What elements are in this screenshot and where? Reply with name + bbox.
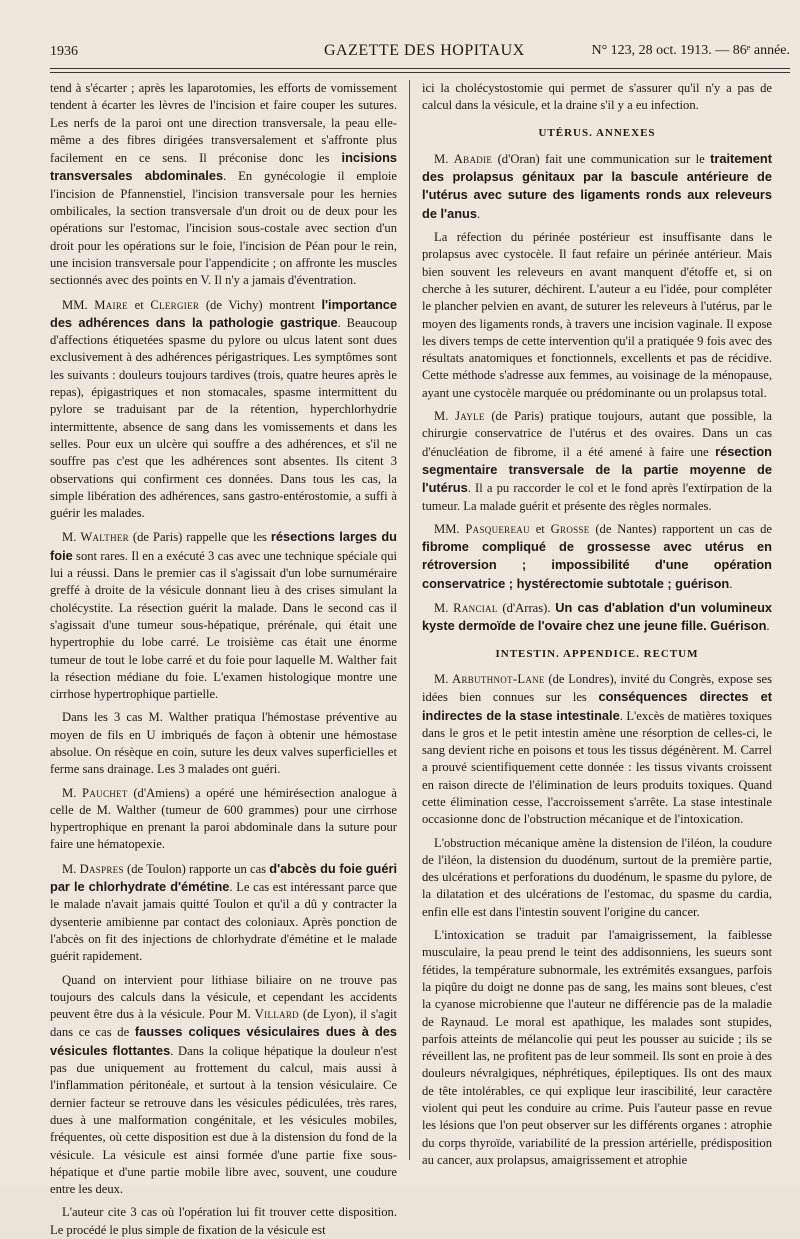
text-run: M. — [62, 530, 81, 545]
paragraph — [422, 229, 772, 402]
text-run: M. — [434, 151, 454, 166]
author-name: Pauchet — [82, 785, 128, 800]
text-run: . En gynécologie il emploie l'incision de Pfannenstiel, l'incision transversale pour les hernies ombilicales, la section transversale d'un droit ou de deux pour les opérations sur l'estomac, l'incision sous-costale avec section d'un droit pour les opérations sur le foie, l'incision de Péan pour le rein, une incision transversale pour l'appendicite ; on affronte les muscles sectionnés avec des points en V. Il n'y a jamais d'éventration. — [50, 169, 397, 288]
emphasis-text: traitement des prolapsus génitaux par la bascule antérieure de l'utérus avec suture des ligaments ronds aux releveurs de l'anus — [422, 150, 772, 221]
emphasis-text: Un cas d'ablation d'un volumineux kyste dermoïde de l'ovaire chez une jeune fille. Guérison — [422, 600, 772, 634]
author-name: Walther — [80, 530, 129, 545]
text-run: M. — [434, 601, 454, 616]
text-run: MM. — [434, 521, 466, 536]
paragraph — [422, 599, 772, 636]
header-rule — [50, 68, 790, 69]
left-column — [50, 80, 398, 1237]
text-run: . L'excès de matières toxiques dans le gros et le petit intestin amène une résorption de celles-ci, le sang devient riche en poisons et tous les tissus dégénèrent. M. Carrel a prouvé scientifiquement cette donnée : les tissus vivants croissent en raison directe de l'élimination de leurs produits toxiques. Quand cette élimination cesse, l'accroissement s'arrête. La stase intestinale occasionne donc de l'obstruction mécanique et de l'intoxication. — [422, 708, 772, 827]
text-run: Dans les 3 cas M. Walther pratiqua l'hémostase préventive au moyen de fils en U imbriqués de façon à obtenir une hémostase absolue. On résèque en coin, suture les deux valves superficielles et ferme sans drainage. Les 3 malades ont guéri. — [50, 710, 397, 777]
text-run: tend à s'écarter ; après les laparotomies, les efforts de vomissement tendent à écarter les lèvres de l'incision et faire couper les sutures. Les nerfs de la paroi ont une direction transversale, la peau elle-même a des fibres dirigées transversalement et s'affronte plus facilement en ce sens. Il préconise donc les — [50, 81, 397, 166]
paragraph — [422, 835, 772, 921]
text-run: L'auteur cite 3 cas où l'opération lui fit trouver cette disposition. Le procédé le plus simple de fixation de la vésicule est — [50, 1205, 397, 1237]
text-run: (de Paris) rappelle que les — [128, 530, 271, 545]
text-run: et — [529, 521, 551, 536]
text-run: . Il a pu raccorder le col et le fond après l'extirpation de la tumeur. La malade guérit et présente des règles normales. — [422, 481, 772, 513]
emphasis-text: d'abcès du foie guéri par le chlorhydrate d'émétine — [50, 860, 397, 895]
author-name: Clergier — [150, 297, 200, 312]
paragraph — [422, 408, 772, 515]
emphasis-text: résections larges du foie — [50, 529, 397, 563]
author-name: Daspres — [79, 861, 124, 876]
text-run: (d'Arras). — [497, 601, 556, 616]
paragraph — [422, 521, 772, 593]
text-run: (de Vichy) montrent — [199, 297, 322, 312]
paragraph — [50, 709, 397, 778]
author-name: Abadie — [453, 151, 493, 166]
paragraph — [50, 860, 397, 966]
paragraph — [50, 528, 397, 703]
author-name: Villard — [254, 1007, 299, 1022]
text-run: (de Nantes) rapportent un cas de — [589, 521, 773, 536]
paragraph — [50, 785, 397, 854]
column-divider — [409, 80, 410, 1160]
author-name: Maire — [94, 297, 128, 312]
emphasis-text: résection segmentaire transversale de la partie moyenne de l'utérus — [422, 443, 772, 496]
author-name: Rancial — [453, 601, 498, 616]
page-header — [50, 40, 790, 68]
text-run: (d'Amiens) a opéré une hémirésection analogue à celle de M. Walther (tumeur de 600 grammes) pour une cirrhose hypertrophique en prenant la paroi abdominale dans la suture pour faire une hématopexie. — [50, 785, 398, 852]
text-run: M. — [434, 671, 453, 686]
journal-title: GAZETTE DES HOPITAUX — [324, 42, 525, 59]
emphasis-text: fibrome compliqué de grossesse avec utérus en rétroversion ; impossibilité d'une opération conservatrice ; hystérectomie subtotale ; guérison — [422, 539, 772, 591]
text-run: M. — [62, 785, 83, 800]
text-run: (de Toulon) rapporte un cas — [123, 861, 270, 876]
paragraph — [422, 150, 772, 223]
paragraph — [422, 671, 772, 829]
paragraph — [422, 80, 772, 115]
issue-info: N° 123, 28 oct. 1913. — 86ᵉ année. — [591, 43, 790, 58]
text-run: M. — [434, 409, 456, 424]
page-number: 1936 — [50, 44, 78, 59]
author-name: Pasquereau — [465, 521, 530, 536]
section-heading: INTESTIN. APPENDICE. RECTUM — [495, 647, 699, 660]
text-run: (de Lyon), il s'agit dans ce cas de — [50, 1007, 397, 1040]
text-run: M. — [62, 861, 80, 876]
right-column — [422, 80, 772, 1180]
author-name: Arbuthnot-Lane — [452, 671, 545, 686]
author-name: Grosse — [550, 521, 590, 536]
text-run: MM. — [62, 297, 95, 312]
paragraph — [50, 296, 397, 523]
author-name: Jayle — [455, 409, 485, 424]
text-run: . — [729, 576, 733, 591]
text-run: . Beaucoup d'affections étiquetées spasme du pylore ou ulcus latent sont dues exclusivement à des adhérences périgastriques. Les symptômes sont les suivants : douleurs toujours tardives (trois, quatre heures après le repas), épigastriques et non stomacales, spasme intermittent du pylore se traduisant par de la rétention, hyperchlorhydrie intermittente, absence de sang dans les vomissements et dans les selles. Pour eux un ulcère qui souffre a des adhérences, et s'il ne souffre pas c'est que les adhérences sont absentes. Ils citent 3 observations qui confirment ces données. Dans tous les cas, la simple libération des adhérences, sans gastro-entérostomie, a suffi à guérir les malades. — [50, 315, 398, 521]
emphasis-text: fausses coliques vésiculaires dues à des vésicules flottantes — [50, 1024, 397, 1058]
text-run: . — [476, 206, 481, 221]
paragraph — [50, 1204, 397, 1239]
text-run: . Le cas est intéressant parce que le malade n'avait jamais quitté Toulon et qu'il a dû y contracter la dysenterie amibienne par contact des coloniaux. Après ponction de l'abcès on fit des injections de chlorhydrate d'émétine et le malade guérit rapidement. — [50, 880, 397, 964]
text-run: . — [766, 619, 770, 634]
header-rule-double — [50, 72, 790, 73]
section-heading: UTÉRUS. ANNEXES — [538, 126, 656, 139]
paragraph — [50, 80, 397, 290]
paragraph — [422, 927, 772, 1169]
emphasis-text: l'importance des adhérences dans la pathologie gastrique — [50, 296, 398, 330]
emphasis-text: conséquences directes et indirectes de la stase intestinale — [422, 689, 772, 723]
text-run: L'intoxication se traduit par l'amaigrissement, la faiblesse musculaire, la peau prend le teint des addisonniens, les sueurs sont fétides, la température subnormale, les extrémités exsangues, parfois la piqûre du doigt ne donne pas de sang, les mains sont bleues, c'est la cyanose microbienne que l'auteur ne différencie pas de la maladie de Raynaud. Le moral est apathique, les malades sont stupides, parfois atteints de mélancolie qui peut les pousser au suicide ; ils se réveillent las, ne profitent pas de leur sommeil. Ils sont en proie à des douleurs névralgiques, néphrétiques, épileptiques. Ils ont des maux de tête intolérables, ce qui explique leur irascibilité, leur caractère violent qui peut les conduire au crime. Puis l'auteur passe en revue les lésions que l'on peut observer sur les différents organes : atrophie du corps thyroïde, variabilité de la pression artérielle, prédisposition au cancer, aux prolapsus, amaigrissement et atrophie — [422, 928, 772, 1167]
text-run: (d'Oran) fait une communication sur le — [492, 151, 711, 166]
text-run: sont rares. Il en a exécuté 3 cas avec une technique spéciale qui lui a réussi. Dans le premier cas il s'agissait d'un lobe surnuméraire greffé à droite de la vésicule donnant lieu à des crises simulant la cholécystite. La résection guérit la malade. Dans le second cas il s'agissait d'une tumeur sous-hépatique, prérénale, qui était une hypertrophie du lobe carré. Le troisième cas était une énorme tumeur de tout le lobe carré et du foie pour laquelle M. Walther fait la résection médiane du foie. L'examen histologique montre une cirrhose hypertrophique partielle. — [50, 548, 397, 702]
text-run: ici la cholécystostomie qui permet de s'assurer qu'il n'y a pas de calcul dans la vésicule, et la draine s'il y a eu infection. — [422, 81, 772, 113]
text-run: La réfection du périnée postérieur est insuffisante dans le prolapsus avec cystocèle. Il faut refaire un périnée antérieur. Mais bien souvent les releveurs en avant manquent d'étoffe et, si on cherche à les suturer, déchirent. L'auteur a eu l'idée, pour compléter le plancher pelvien en avant, de suturer les releveurs à l'utérus, par le moyen des ligaments ronds, à travers une incision vaginale. Il expose les divers temps de cette intervention qu'il a pratiquée 9 fois avec des résultats anatomiques et fonctionnels, excellents et pas de récidive. Cette méthode s'adresse aux femmes, au voisinage de la ménopause, ayant une cystocèle marquée ou prédominante ou un prolapsus total. — [422, 230, 772, 400]
text-run: L'obstruction mécanique amène la distension de l'iléon, la coudure de l'iléon, la distension du duodénum, surtout de la première partie, des ulcérations et perforations du duodénum, le spasme du pylore, de la dilatation et des ulcérations de l'estomac, du spasme du cardia, enfin elle est dans l'intestin souvent l'origine du cancer. — [422, 835, 772, 919]
paragraph — [50, 972, 397, 1199]
text-run: . Dans la colique hépatique la douleur n'est pas due uniquement au frottement du calcul, mais aussi à l'inflammation péritonéale, et surtout à la tension vésiculaire. Ce dernier facteur se retrouve dans les vésicules pédiculées, très rares, dues à une malformation congénitale, et les vésicules mobiles, fréquentes, où cette disposition est due à la distension du fond de la vésicule. La vésicule est ainsi formée d'une partie fixe sous-hépatique et d'une partie mobile libre avec, souvent, une coudure entre les deux. — [50, 1043, 397, 1197]
text-run: et — [127, 297, 151, 312]
emphasis-text: incisions transversales abdominales — [50, 150, 397, 184]
text-run: (de Paris) pratique toujours, autant que possible, la chirurgie conservatrice de l'utérus et des ovaires. Dans un cas d'énucléation de fibrome, il a été amené à faire une — [422, 409, 772, 459]
text-run: Quand on intervient pour lithiase biliaire on ne trouve pas toujours des calculs dans la vésicule, et cependant les accidents peuvent être dus à la vésicule. Pour M. — [50, 972, 397, 1022]
text-run: (de Londres), invité du Congrès, expose ses idées bien connues sur les — [422, 671, 772, 705]
